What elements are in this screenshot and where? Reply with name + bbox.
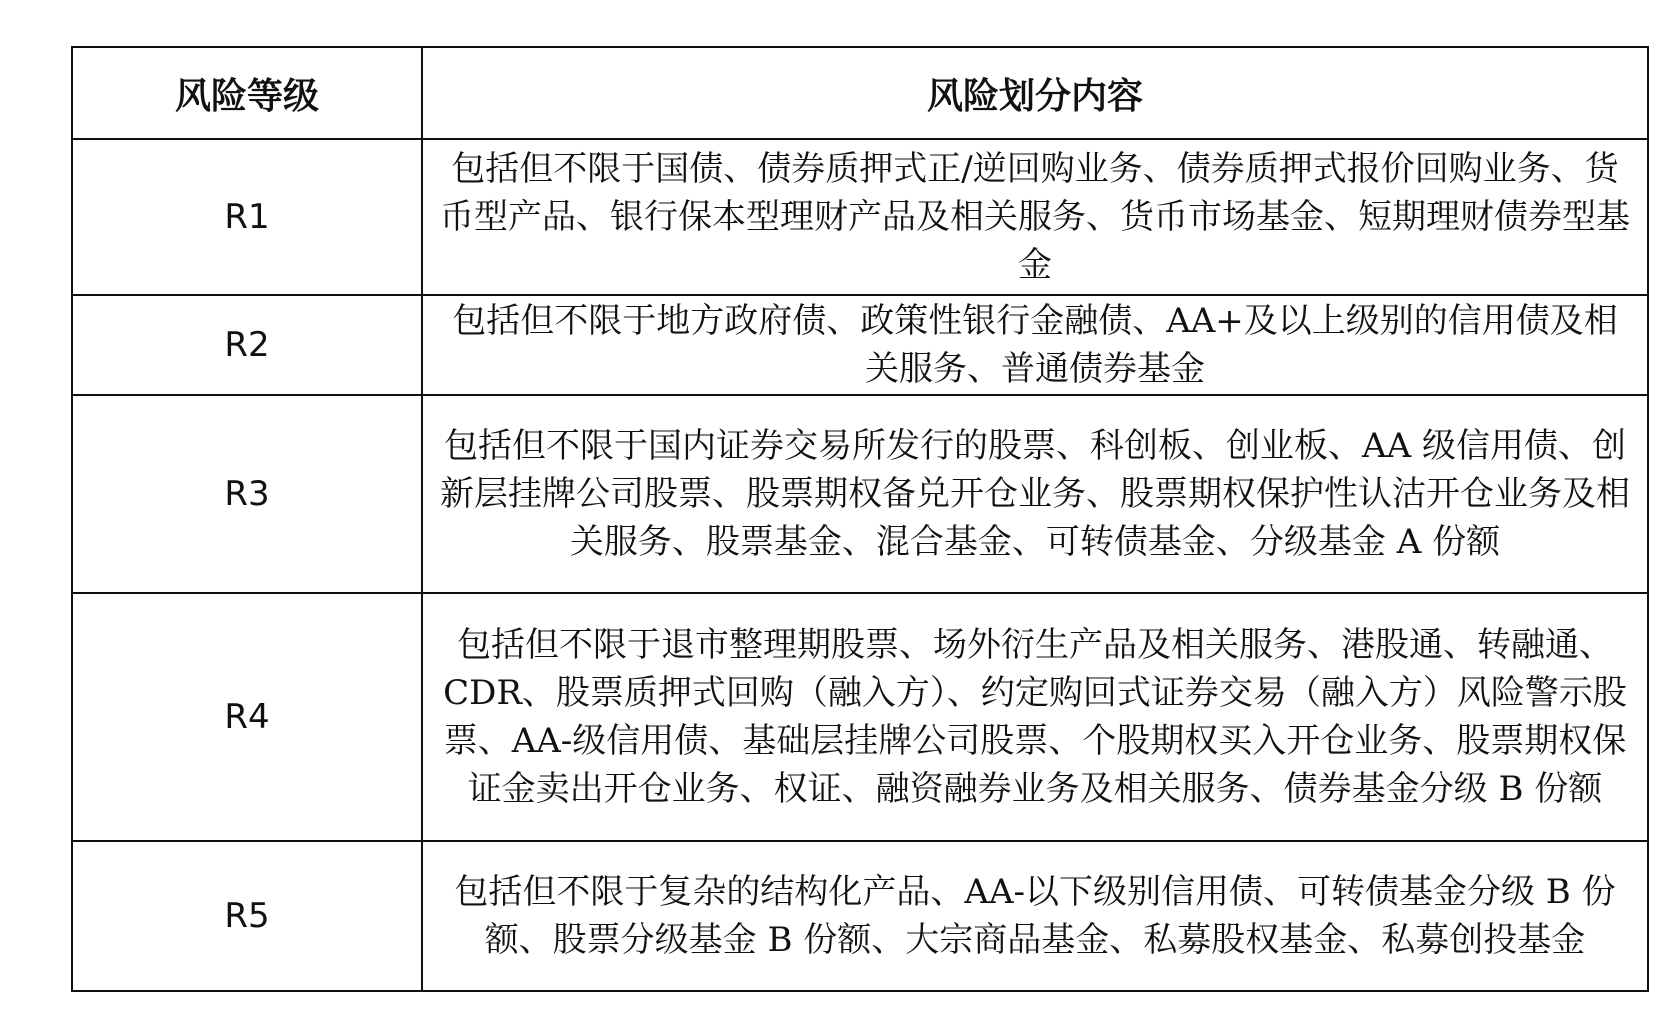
risk-content-cell: 包括但不限于复杂的结构化产品、AA-以下级别信用债、可转债基金分级 B 份额、股票分级基金 B 份额、大宗商品基金、私募股权基金、私募创投基金 (422, 841, 1648, 991)
risk-content-cell: 包括但不限于国内证券交易所发行的股票、科创板、创业板、AA 级信用债、创新层挂牌公司股票、股票期权备兑开仓业务、股票期权保护性认沽开仓业务及相关服务、股票基金、混合基金、可转债基金、分级基金 A 份额 (422, 395, 1648, 593)
table-row (72, 593, 1648, 841)
header-risk-content: 风险划分内容 (422, 47, 1648, 139)
risk-level-cell: R5 (72, 841, 422, 991)
table-header-row (72, 47, 1648, 139)
risk-level-cell: R4 (72, 593, 422, 841)
risk-content-cell: 包括但不限于退市整理期股票、场外衍生产品及相关服务、港股通、转融通、CDR、股票质押式回购（融入方）、约定购回式证券交易（融入方）风险警示股票、AA-级信用债、基础层挂牌公司股票、个股期权买入开仓业务、股票期权保证金卖出开仓业务、权证、融资融券业务及相关服务、债券基金分级 B 份额 (422, 593, 1648, 841)
table-row (72, 395, 1648, 593)
risk-content-cell: 包括但不限于地方政府债、政策性银行金融债、AA+及以上级别的信用债及相关服务、普通债券基金 (422, 295, 1648, 395)
risk-level-cell: R1 (72, 139, 422, 295)
risk-level-table (71, 46, 1649, 992)
header-risk-level: 风险等级 (72, 47, 422, 139)
risk-level-cell: R3 (72, 395, 422, 593)
risk-content-cell: 包括但不限于国债、债券质押式正/逆回购业务、债券质押式报价回购业务、货币型产品、银行保本型理财产品及相关服务、货币市场基金、短期理财债券型基金 (422, 139, 1648, 295)
table-row (72, 841, 1648, 991)
table-row (72, 139, 1648, 295)
table-row (72, 295, 1648, 395)
risk-level-cell: R2 (72, 295, 422, 395)
